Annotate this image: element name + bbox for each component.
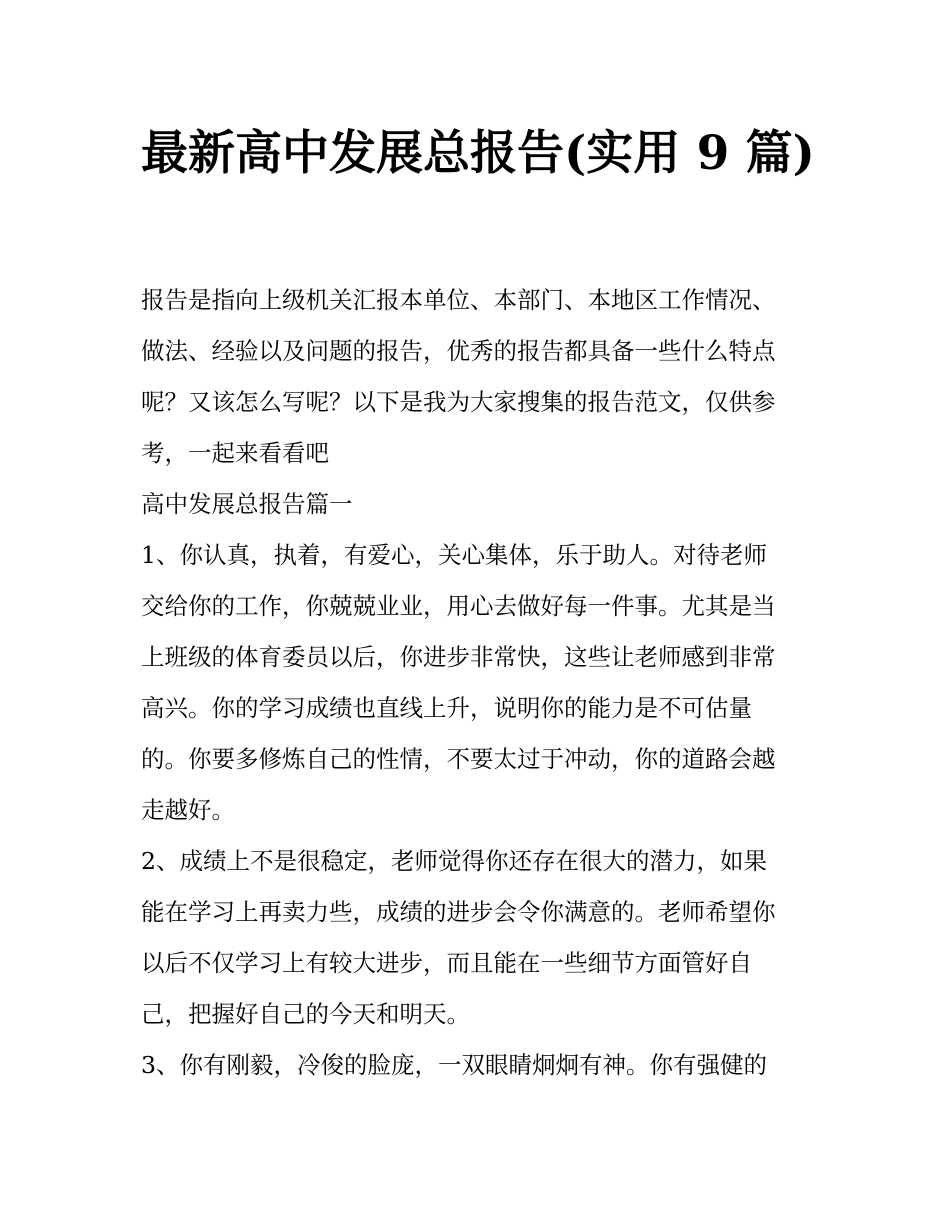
paragraph-1-line-2: 交给你的工作，你兢兢业业，用心去做好每一件事。尤其是当: [141, 592, 776, 620]
paragraph-1-line-5: 的。你要多修炼自己的性情，不要太过于冲动，你的道路会越: [141, 745, 776, 773]
section-heading: 高中发展总报告篇一: [141, 490, 353, 518]
paragraph-3-line-1: 3、你有刚毅，冷俊的脸庞，一双眼睛炯炯有神。你有强健的: [141, 1051, 767, 1079]
paragraph-2-line-1: 2、成绩上不是很稳定，老师觉得你还存在很大的潜力，如果: [141, 847, 767, 875]
intro-line-1: 报告是指向上级机关汇报本单位、本部门、本地区工作情况、: [141, 286, 776, 314]
intro-line-4: 考，一起来看看吧: [141, 439, 329, 467]
paragraph-1-line-6: 走越好。: [141, 796, 235, 824]
paragraph-2-line-4: 己，把握好自己的今天和明天。: [141, 1000, 470, 1028]
document-title: 最新高中发展总报告(实用 9 篇): [141, 126, 815, 181]
paragraph-1-line-1: 1、你认真，执着，有爱心，关心集体，乐于助人。对待老师: [141, 541, 767, 569]
paragraph-1-line-4: 高兴。你的学习成绩也直线上升，说明你的能力是不可估量: [141, 694, 752, 722]
paragraph-2-line-2: 能在学习上再卖力些，成绩的进步会令你满意的。老师希望你: [141, 898, 776, 926]
paragraph-2-line-3: 以后不仅学习上有较大进步，而且能在一些细节方面管好自: [141, 949, 752, 977]
intro-line-3: 呢？又该怎么写呢？以下是我为大家搜集的报告范文，仅供参: [141, 388, 776, 416]
paragraph-1-line-3: 上班级的体育委员以后，你进步非常快，这些让老师感到非常: [141, 643, 776, 671]
intro-line-2: 做法、经验以及问题的报告，优秀的报告都具备一些什么特点: [141, 337, 776, 365]
